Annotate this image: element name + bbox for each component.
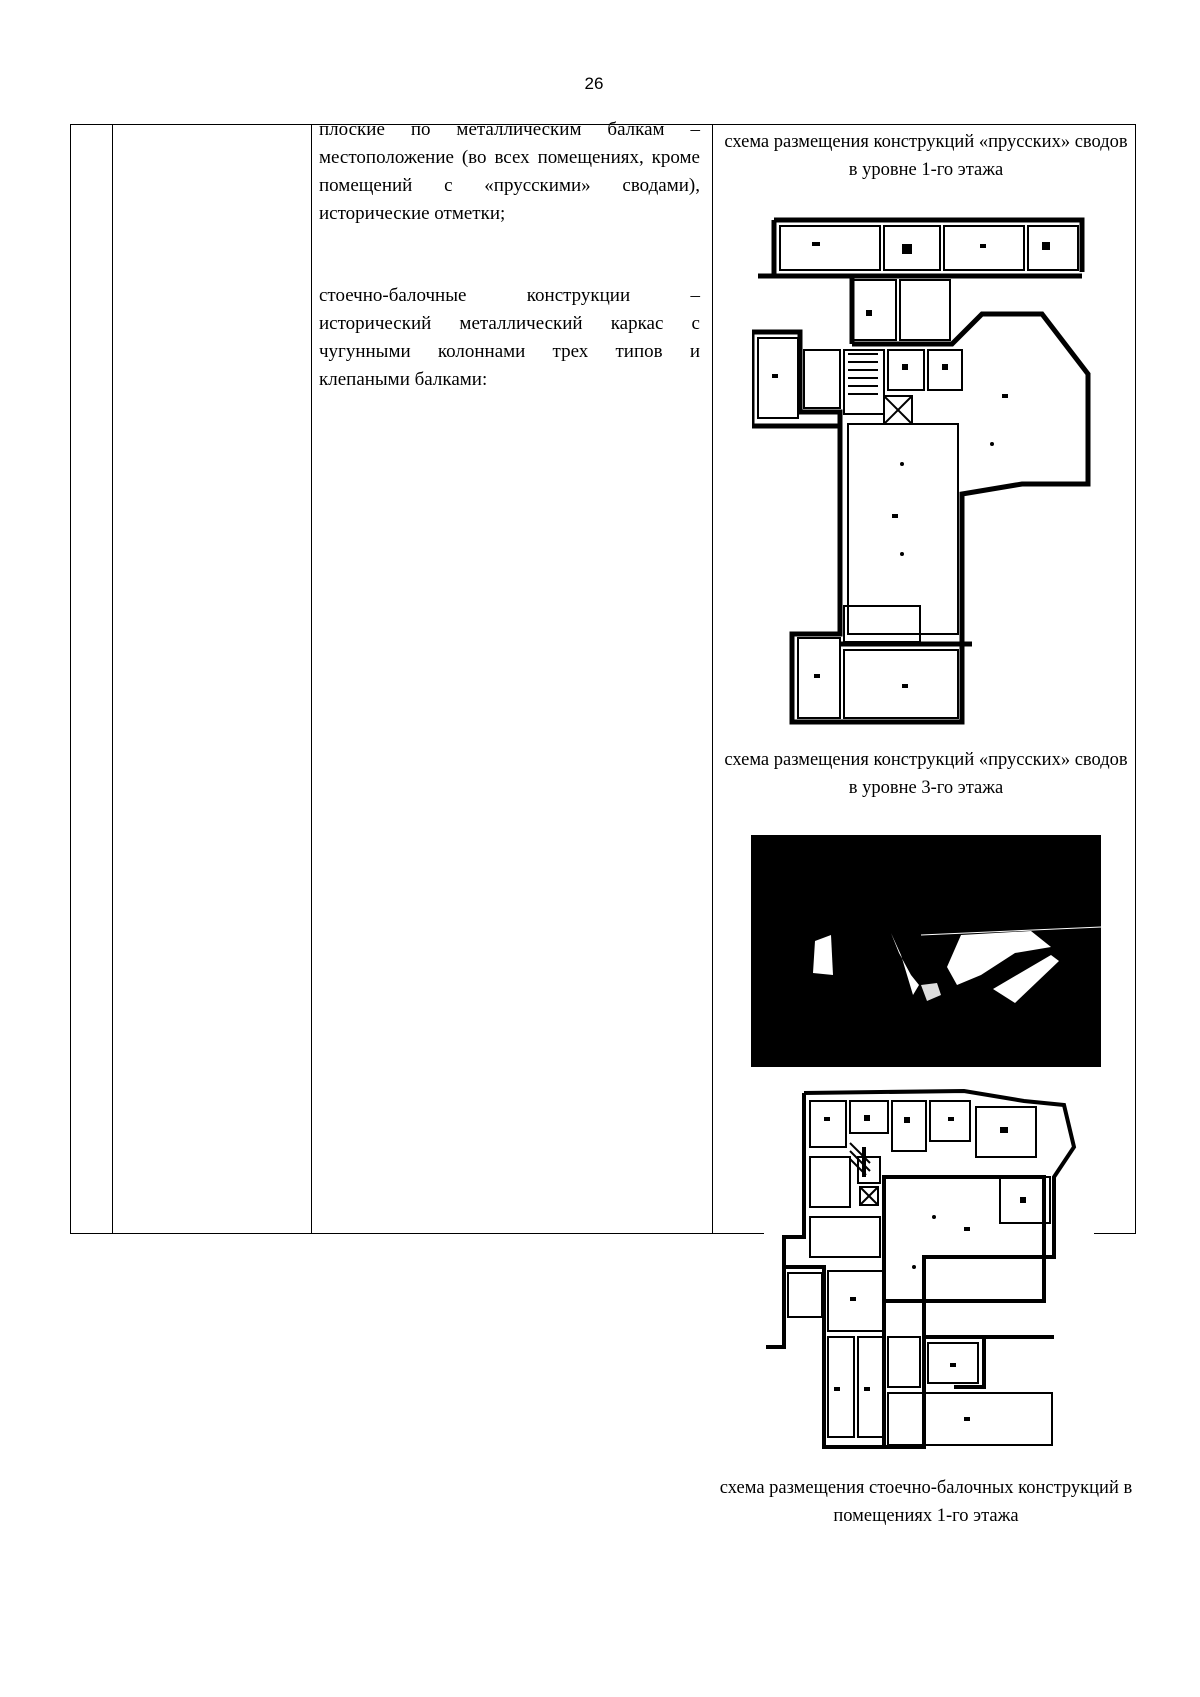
figure-caption-2: схема размещения конструкций «прусских» сводов в уровне 3-го этажа [724, 750, 1128, 798]
structure-photo-image [751, 835, 1101, 1067]
table-column-divider [712, 125, 713, 1233]
page-number: 26 [584, 74, 604, 93]
paragraph-post-beam: стоечно-балочные конструкции – исторический металлический каркас с чугунными колоннами трех типов и клепаными балками: [319, 285, 700, 390]
figure-caption-3: схема размещения стоечно-балочных конструкций в помещениях 1-го этажа [719, 1478, 1133, 1526]
floor-plan-level-1-image [752, 214, 1092, 734]
floor-plan-level-3-image [764, 1087, 1094, 1459]
description-cell [319, 116, 700, 394]
paragraph-flat-beams: плоские по металлическим балкам – местоположение (во всех помещениях, кроме помещений с «прусскими» сводами), исторические отметки; [319, 119, 700, 224]
table-column-divider [112, 125, 113, 1233]
table-column-divider [311, 125, 312, 1233]
figure-caption-1: схема размещения конструкций «прусских» сводов в уровне 1-го этажа [724, 132, 1128, 180]
